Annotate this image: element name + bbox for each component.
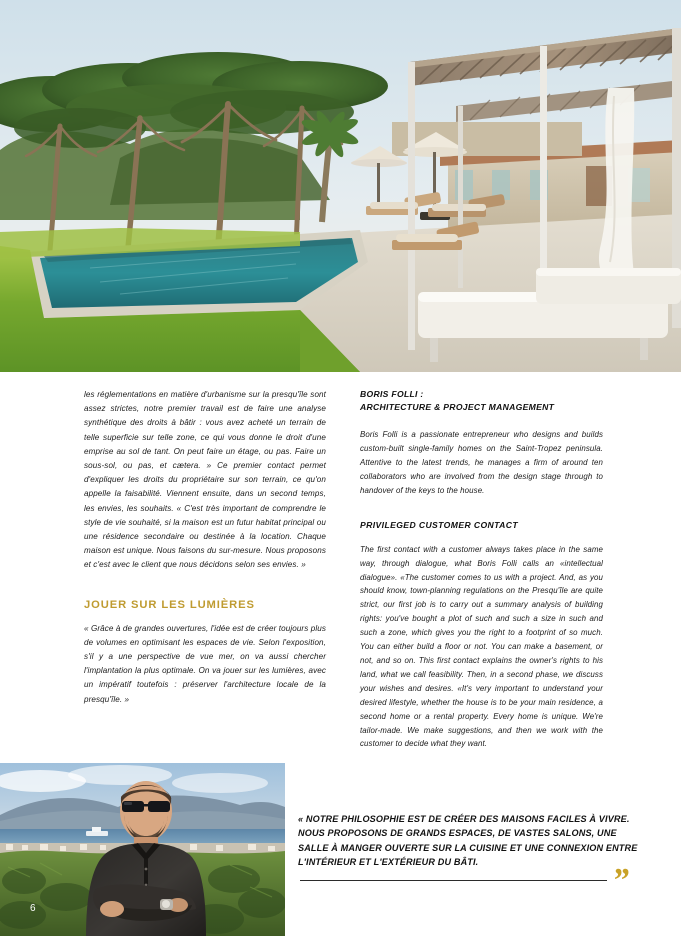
article-kicker	[360, 388, 603, 413]
pull-quote-rule	[300, 880, 607, 881]
section-heading-lumieres: JOUER SUR LES LUMIÈRES	[84, 598, 255, 611]
portrait-image	[0, 763, 285, 936]
quotation-mark-icon: ”	[612, 862, 629, 899]
left-paragraph-2: « Grâce à de grandes ouvertures, l'idée est de créer toujours plus de volumes en optimisant les espaces de vie. Selon l'exposition, s'il y a une perspective de vue mer, on va aussi chercher l'implantation la plus optimale. On va jouer sur les lumières, avec un impératif toutefois : préserver l'architecture locale de la presqu'île. »	[84, 623, 326, 704]
right-text-column	[360, 388, 603, 751]
hero-image	[0, 0, 681, 372]
right-intro-paragraph: Boris Folli is a passionate entrepreneur who designs and builds custom-built single-family homes on the Saint-Tropez peninsula. Attentive to the latest trends, he manages a firm of around ten collaborators who are involved from the design stage through to handover of the keys to the house.	[360, 430, 603, 495]
pull-quote-text: « NOTRE PHILOSOPHIE EST DE CRÉER DES MAISONS FACILES À VIVRE. NOUS PROPOSONS DE GRANDS ESPACES, DE VASTES SALONS, UNE SALLE À MANGER OUVERTE SUR LA CUISINE ET UNE CONNEXION ENTRE L'INTÉRIEUR ET L'EXTÉRIEUR DU BÂTI.	[298, 814, 638, 868]
kicker-line-2: ARCHITECTURE & PROJECT MANAGEMENT	[360, 401, 555, 412]
right-body-paragraph: The first contact with a customer always takes place in the same way, through dialogue, what Boris Folli calls an «intellectual dialogue». «The customer comes to us with a project. And, as you should know, town-planning regulations on the Presqu'île are quite strict, our first job is to carry out a summary analysis of building rights: you've bought a plot of such and such a size in such and such a zone, which gives you the right to a footprint of so much. You can either build a floor or not. You can make a basement, or not, and so on. This first contact explains the owner's rights to his land, what we call feasibility. Then, in a second phase, we discuss your wishes and desires. «It's very important to understand your desired lifestyle, whether the house is to be your main residence, a second home or a rental property. Every home is unique. We're tailor-made. We make suggestions, and then we work with the customer to decide what they want.	[360, 544, 603, 749]
pull-quote	[298, 812, 646, 870]
left-text-column	[84, 388, 326, 707]
left-paragraph-1: les réglementations en matière d'urbanisme sur la presqu'île sont assez strictes, notre premier travail est de faire une analyse synthétique des droits à bâtir : vous avez acheté un terrain de telle superficie sur telle zone, ce qui vous donne le droit d'une emprise au sol de tant. On peut faire un étage, ou pas. Faire un sous-sol, ou pas, et cætera. » Ce premier contact permet d'expliquer les droits du propriétaire sur son terrain, ce qu'on appelle la faisabilité. Viennent ensuite, dans un second temps, les envies, les souhaits. « C'est très important de comprendre le style de vie souhaité, si la maison est un futur habitat principal ou une résidence secondaire ou destinée à la location. Chaque maison est unique. Nous faisons du sur-mesure. Nous proposons et c'est avec le client que nous décidons selon ses envies. »	[84, 390, 326, 570]
kicker-line-1: BORIS FOLLI :	[360, 389, 424, 399]
subheading-privileged-customer-contact: PRIVILEGED CUSTOMER CONTACT	[360, 519, 519, 530]
page-number: 6	[30, 903, 37, 914]
